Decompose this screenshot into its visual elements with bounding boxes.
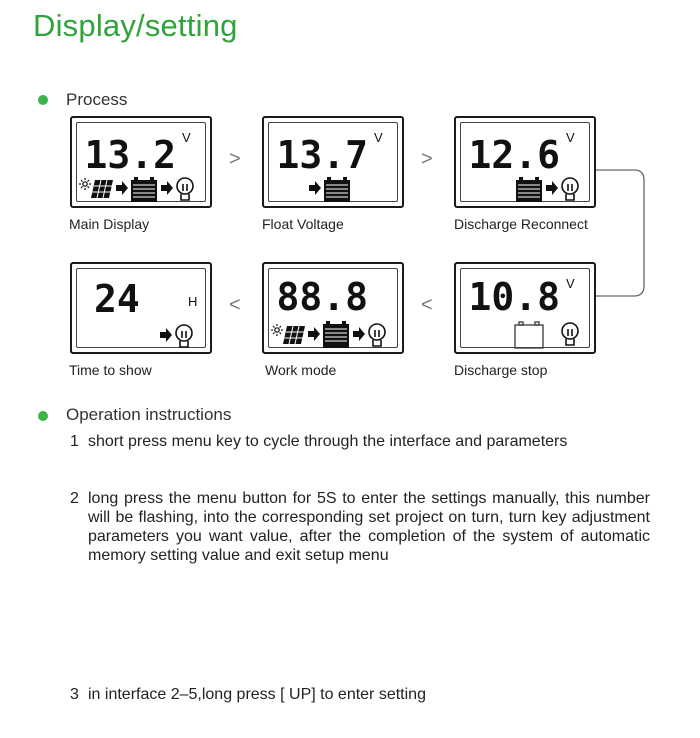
operation-bullet — [38, 411, 48, 421]
lcd-readout: 88.8 — [276, 275, 368, 319]
instruction-3 — [70, 685, 670, 704]
instruction-number: 2 — [70, 490, 79, 507]
chevron-right-icon: > — [421, 148, 433, 170]
sun-icon — [79, 178, 91, 190]
lcd-panel-discharge-reconnect — [454, 116, 596, 208]
chevron-right-icon: > — [229, 148, 241, 170]
process-label: Process — [66, 90, 128, 109]
lcd-panel-time-to-show — [70, 262, 212, 354]
sun-icon — [271, 324, 283, 336]
arrow-icon — [353, 327, 365, 341]
lcd-readout: 10.8 — [468, 275, 560, 319]
lcd-screen — [72, 118, 214, 210]
caption-time-to-show: Time to show — [69, 362, 152, 378]
instruction-text: in interface 2–5,long press [ UP] to enter setting — [88, 686, 426, 703]
lcd-panel-main-display — [70, 116, 212, 208]
empty-battery-icon — [515, 322, 543, 348]
lcd-readout: 13.2 — [84, 133, 176, 177]
lcd-readout: 24 — [94, 277, 140, 321]
instruction-text: short press menu key to cycle through the interface and parameters — [88, 433, 568, 450]
lcd-screen — [264, 264, 406, 356]
caption-float-voltage: Float Voltage — [262, 216, 344, 232]
lcd-unit: V — [374, 130, 383, 145]
instruction-2-number — [70, 489, 88, 508]
lcd-readout: 13.7 — [276, 133, 368, 177]
battery-icon — [323, 321, 349, 348]
bulb-icon — [177, 178, 193, 200]
lcd-panel-discharge-stop — [454, 262, 596, 354]
page-title: Display/setting — [33, 8, 238, 43]
arrow-icon — [160, 328, 172, 342]
lcd-unit: V — [566, 276, 575, 291]
caption-discharge-reconnect: Discharge Reconnect — [454, 216, 588, 232]
arrow-icon — [308, 327, 320, 341]
battery-icon — [324, 177, 350, 202]
bulb-icon — [176, 325, 192, 347]
arrow-icon — [161, 181, 173, 195]
lcd-unit: V — [566, 130, 575, 145]
lcd-readout: 12.6 — [468, 133, 560, 177]
solar-panel-icon — [91, 180, 113, 198]
lcd-screen — [456, 264, 598, 356]
battery-icon — [131, 177, 157, 202]
bulb-icon — [562, 178, 578, 200]
lcd-screen — [456, 118, 598, 210]
lcd-screen — [72, 264, 214, 356]
lcd-panel-work-mode — [262, 262, 404, 354]
arrow-icon — [116, 181, 128, 195]
instruction-number: 1 — [70, 433, 79, 450]
process-bullet — [38, 95, 48, 105]
chevron-left-icon: < — [229, 294, 241, 316]
arrow-icon — [309, 181, 321, 195]
battery-icon — [516, 177, 542, 202]
arrow-icon — [546, 181, 558, 195]
lcd-unit: V — [182, 130, 191, 145]
operation-label: Operation instructions — [66, 405, 232, 424]
chevron-left-icon: < — [421, 294, 433, 316]
instruction-2: long press the menu button for 5S to enter the settings manually, this number will be flashing, into the corresponding set project on turn, turn key adjustment parameters you want value, after the completion of the system of automatic memory setting value and exit setup menu — [88, 490, 650, 564]
lcd-screen — [264, 118, 406, 210]
bulb-icon — [562, 323, 578, 345]
caption-discharge-stop: Discharge stop — [454, 362, 548, 378]
lcd-unit: H — [188, 294, 198, 309]
instruction-number: 3 — [70, 686, 79, 703]
bulb-icon — [369, 324, 385, 346]
solar-panel-icon — [283, 326, 305, 344]
caption-work-mode: Work mode — [265, 362, 337, 378]
caption-main-display: Main Display — [69, 216, 150, 232]
lcd-panel-float-voltage — [262, 116, 404, 208]
instruction-1 — [70, 432, 670, 451]
